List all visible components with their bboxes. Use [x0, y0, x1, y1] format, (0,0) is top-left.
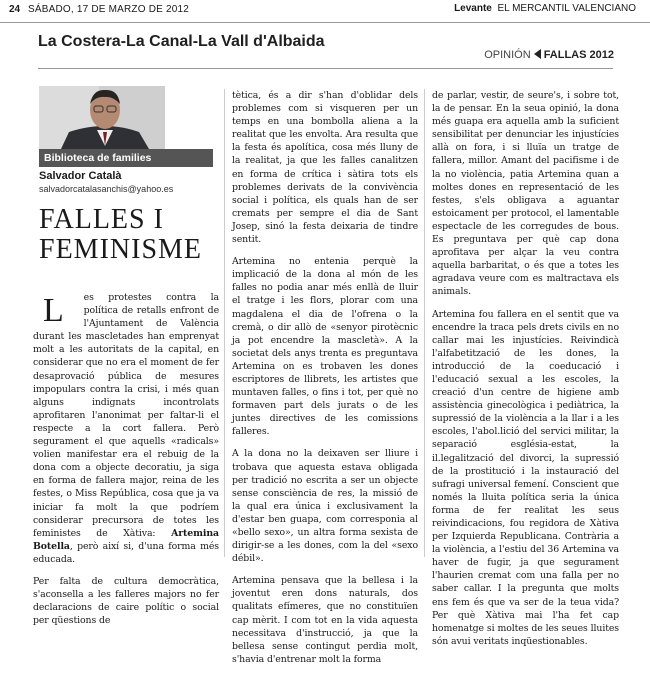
paragraph: Artemina no entenia perquè la implicació de la dona al món de les falles no podia anar més enllà de lluir el tratge i les flors, plorar com una magdalena el dia de l'ofrena o la cremà, o dir allò de «senyor pirotècnic ja pot encendre la mascletà». A la societat dels anys trenta es preguntava Artemina on es trobaven les dones escriptores de llibrets, les artistes que muntaven falles, o fins i tot, per què no formaven part dels jurats o de les juntes directives de les comissions falleres. — [232, 256, 418, 438]
paragraph: Artemina fou fallera en el sentit que va encendre la traca pels drets civils en no callar mai les injustícies. Reivindicà l'alfabetització de les dones, la introducció de la coeducació i l'educació sexual a les escoles, la creació d'un centre de higiene amb assistència ginecològica i pediàtrica, la supressió de la violència a la llar i a les escoles, l'abol.lició del servici militar, la separació església-estat, la il.legalització del divorci, la supressió de la prostitució i la instauració del sufragi universal femení. Conscient que només la lluita política seria la única forma de fer realitat les seus reivindicacions, fou regidora de Xàtiva per Izquierda Republicana. Contrària a la violència, a l'estiu del 36 Artemina va haver de fugir, ja que segurament l'haurien cremat com una falla per no saber callar. I la pregunta que molts ens fem és que va ser de la teua vida? Per què Xàtiva mai l'ha fet cap homenatge si moltes de les seues lluites són avui veritats inqüestionables. — [432, 308, 619, 647]
column-name-bar: Biblioteca de families — [39, 149, 213, 167]
fallas-tag: FALLAS 2012 — [543, 49, 614, 61]
section-label — [484, 49, 614, 61]
paragraph: Per falta de cultura democràtica, s'aconsella a les falleres majors no fer declaracions de caire polític o social per qüestions de — [33, 575, 219, 627]
paragraph: Artemina pensava que la bellesa i la joventut eren dons naturals, dos qualitats efímeres, que no constituïen cap mèrit. I com tot en la vida aquesta necessitava d'instrucció, ja que la bellesa sense contingut perdia molt, s'havia d'entrenar molt la forma — [232, 575, 418, 665]
headline-line-2: FEMINISME — [39, 234, 203, 265]
article-column-3 — [432, 89, 619, 657]
author-name: Salvador Català — [39, 170, 122, 182]
drop-cap: L — [43, 292, 64, 329]
masthead-subtitle: EL MERCANTIL VALENCIANO — [497, 3, 636, 14]
highlight-name: Artemina Botella — [33, 527, 219, 552]
article-column-2 — [232, 89, 418, 675]
masthead — [454, 3, 636, 14]
article-column-1 — [33, 291, 219, 636]
triangle-left-icon — [534, 49, 541, 59]
column-divider — [424, 89, 425, 557]
headline-line-1: FALLES I — [39, 204, 164, 235]
section-divider — [38, 68, 613, 69]
opinion-label: OPINIÓN — [484, 49, 531, 61]
author-photo — [39, 86, 165, 149]
section-title: La Costera-La Canal-La Vall d'Albaida — [38, 33, 325, 50]
author-email: salvadorcatalasanchis@yahoo.es — [39, 184, 174, 194]
masthead-brand: Levante — [454, 3, 492, 14]
paragraph: L es protestes contra la política de retalls enfront de l'Ajuntament de València durant les mascletades han emprenyat molt a les autoritats de la capital, en considerar que no era el moment de fer desaprovació pública de mesures impopulars contra la crisi, i més quan alguns indignats incontrolats aprofitaren l'anonimat per faltar-li el respecte a la cort fallera. Però segurament el que aquells «radicals» volien manifestar era el rebuig de la dona com a objecte decoratiu, ja siga en forma de fallera major, reina de les festes, o Miss República, cosa que ja va iniciar fa molt la que podríem considerar precursora de totes les feministes de Xàtiva: Artemina Botella, però així si, d'una forma més educada. — [33, 292, 219, 565]
dateline: SÁBADO, 17 DE MARZO DE 2012 — [28, 4, 190, 15]
page-number: 24 — [9, 4, 21, 15]
paragraph: tètica, és a dir s'han d'oblidar dels problemes com si visqueren per un temps en una bombolla aliena a la realitat que les envolta. Ara resulta que la festa és apolítica, cosa més lluny de la realitat, ja que les falles canalitzen en forma de crítica i sàtira tots els problemes derivats de la convivència social i política, els quals han de ser cremats per sempre el dia de Sant Josep, sinó la festa deixaria de tindre sentit. — [232, 90, 418, 246]
paragraph: A la dona no la deixaven ser lliure i trobava que aquesta estava obligada per tradició no escrita a ser un objecte sense consciència de res, la missió de la qual era única i exclusivament la d'estar ben guapa, com corresponia al «bello sexo», un altra forma sexista de dirigir-se a les dones, com la del «sexo débil». — [232, 448, 418, 565]
column-divider — [224, 89, 225, 557]
page-header — [0, 0, 650, 23]
paragraph: de parlar, vestir, de seure's, i sobre tot, la de pensar. En la seua opinió, la dona més guapa era aquella amb la suficient sensibilitat per denunciar les injustícies allà on fora, i si lluïa un tratge de fallera, millor. Amant del pacifisme i de la no violència, patia Artemina quan a moltes dones en representació de les festes, s'els obligava a aguantar estoicament per protocol, el lamentable espectacle de les corregudes de bous. Es preguntava per què cap dona aprofitava per alçar la veu contra aquella barbaritat, o és que a totes les agradava veure com es maltractava els animals. — [432, 90, 619, 298]
headline — [39, 205, 202, 265]
